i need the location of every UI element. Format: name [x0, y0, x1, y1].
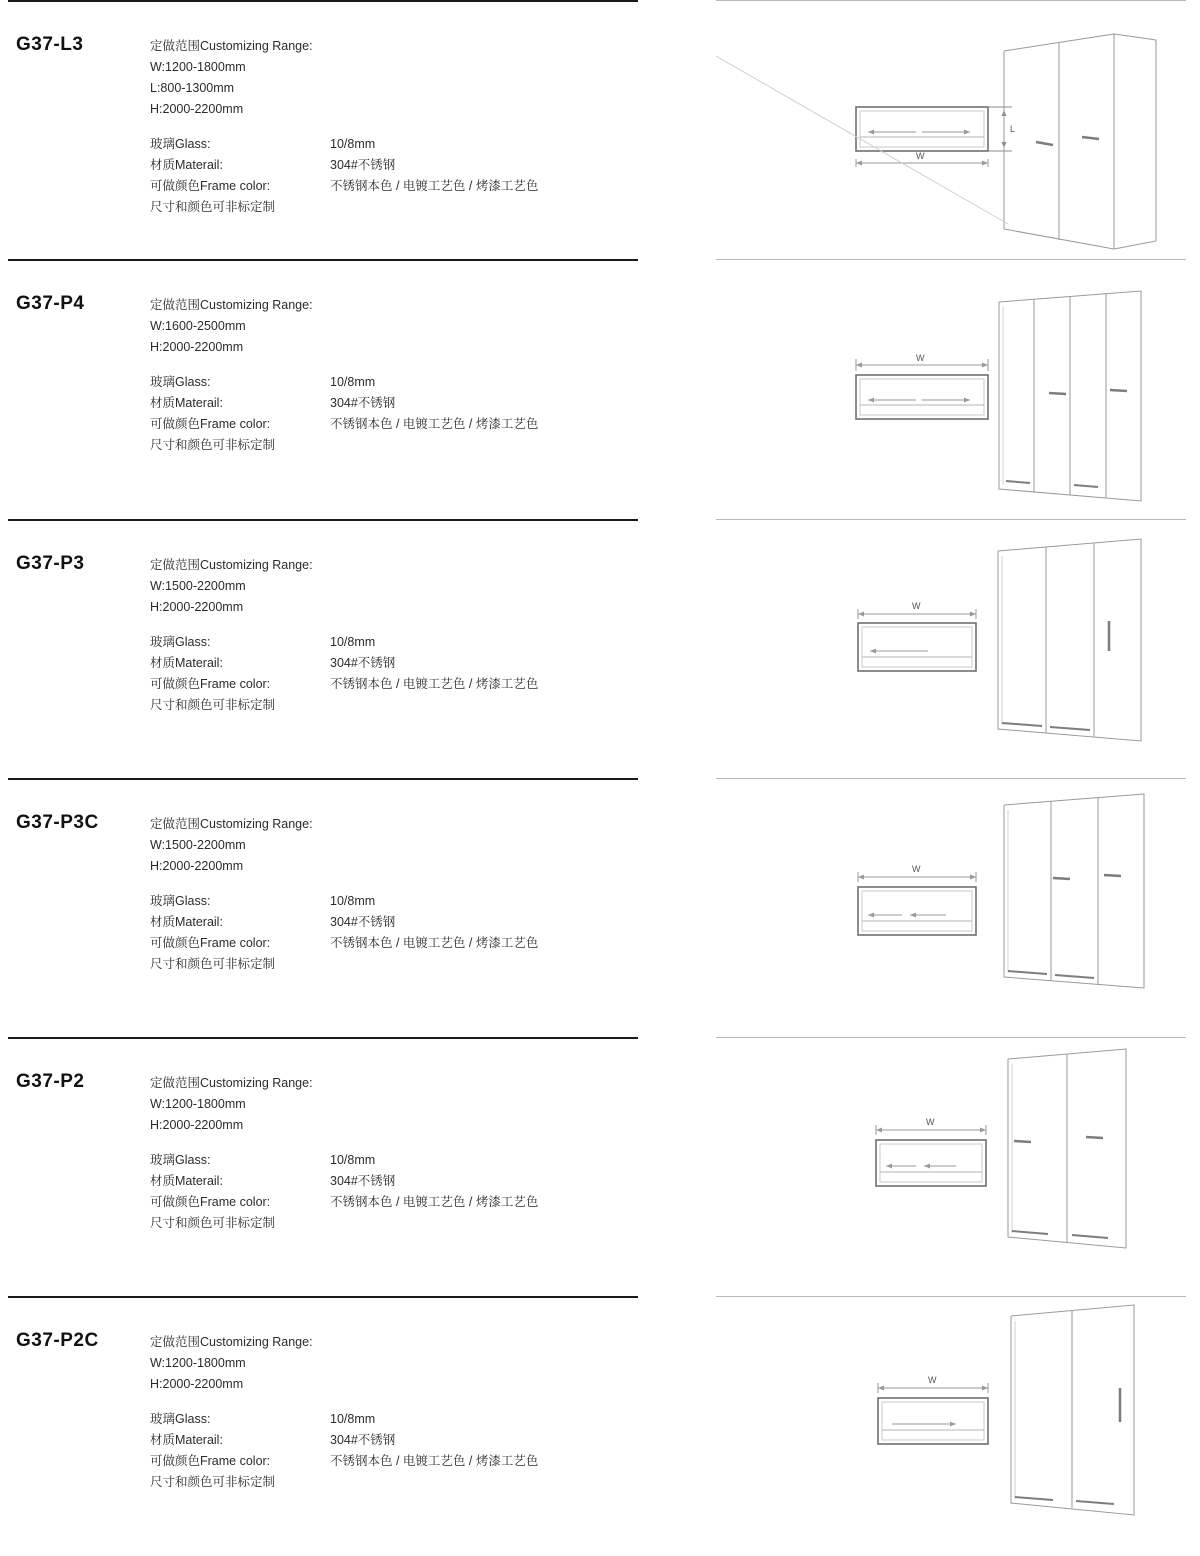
material-spec: [150, 155, 620, 176]
glass-label: 玻璃Glass:: [150, 634, 211, 649]
product-spec-block: [150, 36, 620, 218]
material-spec: [150, 393, 620, 414]
glass-spec: [150, 1409, 620, 1430]
product-model-name: G37-P3C: [16, 811, 99, 833]
range-title: 定做范围Customizing Range:: [150, 39, 313, 53]
product-row: [0, 259, 1200, 518]
material-spec: [150, 912, 620, 933]
product-model-name: G37-L3: [16, 34, 84, 55]
product-drawing-inline-3panel-double-handle: [716, 782, 1186, 1034]
perspective-view: [1011, 1305, 1134, 1515]
color-label: 可做颜色Frame color:: [150, 1195, 271, 1210]
plan-dim-w-label: W: [916, 353, 925, 364]
plan-dim-w-label: W: [928, 1375, 937, 1386]
custom-note: 尺寸和颜色可非标定制: [150, 1475, 276, 1490]
color-value: 不锈钢本色 / 电镀工艺色 / 烤漆工艺色: [330, 1454, 539, 1469]
glass-value: 10/8mm: [330, 1412, 376, 1427]
spacer: [150, 120, 620, 134]
section-divider-right: [716, 259, 1186, 260]
product-drawing-corner-sliding-3panel: [716, 4, 1186, 256]
glass-label: 玻璃Glass:: [150, 375, 211, 390]
plan-dim-w-label: W: [916, 151, 925, 161]
perspective-view: [716, 34, 1156, 249]
glass-spec: [150, 372, 620, 393]
material-label: 材质Materail:: [150, 914, 223, 929]
section-divider-right: [716, 778, 1186, 779]
glass-label: 玻璃Glass:: [150, 137, 211, 151]
section-divider-left: [8, 0, 638, 2]
color-label: 可做颜色Frame color:: [150, 935, 271, 950]
color-label: 可做颜色Frame color:: [150, 417, 271, 432]
material-spec: [150, 653, 620, 674]
plan-view: [858, 864, 976, 935]
plan-view: [856, 107, 1015, 167]
range-title: 定做范围Customizing Range:: [150, 1076, 313, 1091]
glass-spec: [150, 632, 620, 653]
spacer: [150, 1395, 620, 1409]
product-drawing-inline-2panel-double-handle: [716, 1041, 1186, 1293]
perspective-view: [1004, 794, 1144, 988]
color-spec: [150, 1451, 620, 1472]
product-row: [0, 778, 1200, 1037]
color-spec: [150, 414, 620, 435]
product-spec-block: [150, 1332, 620, 1493]
section-divider-left: [8, 1037, 638, 1039]
range-height: H:2000-2200mm: [150, 858, 244, 873]
material-value: 304#不锈钢: [330, 1174, 396, 1189]
product-model-name: G37-P3: [16, 552, 85, 574]
range-width: W:1600-2500mm: [150, 319, 246, 334]
custom-note: 尺寸和颜色可非标定制: [150, 438, 276, 453]
range-height: H:2000-2200mm: [150, 1118, 244, 1133]
perspective-view: [998, 539, 1141, 741]
product-spec-block: [150, 814, 620, 975]
range-width: W:1500-2200mm: [150, 837, 246, 852]
glass-spec: [150, 134, 620, 155]
product-row: [0, 1296, 1200, 1555]
range-title: 定做范围Customizing Range:: [150, 1335, 313, 1350]
range-width: W:1200-1800mm: [150, 1097, 246, 1112]
material-label: 材质Materail:: [150, 1174, 223, 1189]
range-width: W:1500-2200mm: [150, 578, 246, 593]
spacer: [150, 1136, 620, 1150]
range-height: H:2000-2200mm: [150, 340, 244, 355]
plan-view: [856, 353, 988, 419]
plan-view: [878, 1375, 988, 1444]
product-row: [0, 1037, 1200, 1296]
material-value: 304#不锈钢: [330, 158, 396, 172]
plan-dim-w-label: W: [912, 600, 921, 611]
glass-label: 玻璃Glass:: [150, 1153, 211, 1168]
material-label: 材质Materail:: [150, 655, 223, 670]
custom-note: 尺寸和颜色可非标定制: [150, 956, 276, 971]
spacer: [150, 618, 620, 632]
color-label: 可做颜色Frame color:: [150, 1454, 271, 1469]
material-spec: [150, 1171, 620, 1192]
color-value: 不锈钢本色 / 电镀工艺色 / 烤漆工艺色: [330, 676, 539, 691]
color-spec: [150, 933, 620, 954]
range-title: 定做范围Customizing Range:: [150, 298, 313, 313]
range-height: H:2000-2200mm: [150, 102, 244, 116]
product-drawing-inline-3panel-single-handle: [716, 523, 1186, 775]
section-divider-left: [8, 259, 638, 261]
section-divider-right: [716, 1037, 1186, 1038]
custom-note: 尺寸和颜色可非标定制: [150, 1216, 276, 1231]
glass-label: 玻璃Glass:: [150, 1412, 211, 1427]
color-value: 不锈钢本色 / 电镀工艺色 / 烤漆工艺色: [330, 179, 539, 193]
perspective-view: [1008, 1049, 1126, 1248]
color-value: 不锈钢本色 / 电镀工艺色 / 烤漆工艺色: [330, 935, 539, 950]
section-divider-right: [716, 1296, 1186, 1297]
plan-dim-w-label: W: [926, 1117, 935, 1128]
range-height: H:2000-2200mm: [150, 599, 244, 614]
product-model-name: G37-P2: [16, 1071, 85, 1093]
product-spec-block: [150, 555, 620, 716]
color-label: 可做颜色Frame color:: [150, 676, 271, 691]
range-title: 定做范围Customizing Range:: [150, 557, 313, 572]
material-label: 材质Materail:: [150, 396, 223, 411]
custom-note: 尺寸和颜色可非标定制: [150, 200, 276, 214]
product-drawing-inline-4panel: [716, 263, 1186, 515]
product-row: [0, 0, 1200, 259]
product-model-name: G37-P2C: [16, 1330, 99, 1352]
material-value: 304#不锈钢: [330, 396, 396, 411]
color-value: 不锈钢本色 / 电镀工艺色 / 烤漆工艺色: [330, 1195, 539, 1210]
range-width: W:1200-1800mm: [150, 60, 246, 74]
glass-spec: [150, 1150, 620, 1171]
plan-dim-w-label: W: [912, 863, 921, 874]
material-label: 材质Materail:: [150, 158, 223, 172]
section-divider-right: [716, 0, 1186, 1]
range-length: L:800-1300mm: [150, 81, 235, 95]
section-divider-right: [716, 519, 1186, 520]
section-divider-left: [8, 778, 638, 780]
glass-value: 10/8mm: [330, 893, 376, 908]
color-label: 可做颜色Frame color:: [150, 179, 271, 193]
material-label: 材质Materail:: [150, 1433, 223, 1448]
custom-note: 尺寸和颜色可非标定制: [150, 697, 276, 712]
range-title: 定做范围Customizing Range:: [150, 816, 313, 831]
material-spec: [150, 1430, 620, 1451]
plan-view: [876, 1117, 986, 1186]
glass-label: 玻璃Glass:: [150, 893, 211, 908]
spacer: [150, 358, 620, 372]
color-value: 不锈钢本色 / 电镀工艺色 / 烤漆工艺色: [330, 417, 539, 432]
product-spec-block: [150, 295, 620, 456]
material-value: 304#不锈钢: [330, 1433, 396, 1448]
product-model-name: G37-P4: [16, 293, 85, 315]
spacer: [150, 877, 620, 891]
plan-view: [858, 601, 976, 671]
plan-dim-l-label: L: [1010, 124, 1016, 134]
range-width: W:1200-1800mm: [150, 1356, 246, 1371]
glass-value: 10/8mm: [330, 137, 376, 151]
color-spec: [150, 176, 620, 197]
product-spec-block: [150, 1073, 620, 1234]
glass-value: 10/8mm: [330, 375, 376, 390]
section-divider-left: [8, 519, 638, 521]
product-drawing-inline-2panel-single-handle: [716, 1300, 1186, 1552]
glass-value: 10/8mm: [330, 1153, 376, 1168]
material-value: 304#不锈钢: [330, 914, 396, 929]
perspective-view: [999, 291, 1141, 501]
material-value: 304#不锈钢: [330, 655, 396, 670]
glass-value: 10/8mm: [330, 634, 376, 649]
range-height: H:2000-2200mm: [150, 1377, 244, 1392]
glass-spec: [150, 891, 620, 912]
section-divider-left: [8, 1296, 638, 1298]
color-spec: [150, 1192, 620, 1213]
product-row: [0, 519, 1200, 778]
color-spec: [150, 674, 620, 695]
